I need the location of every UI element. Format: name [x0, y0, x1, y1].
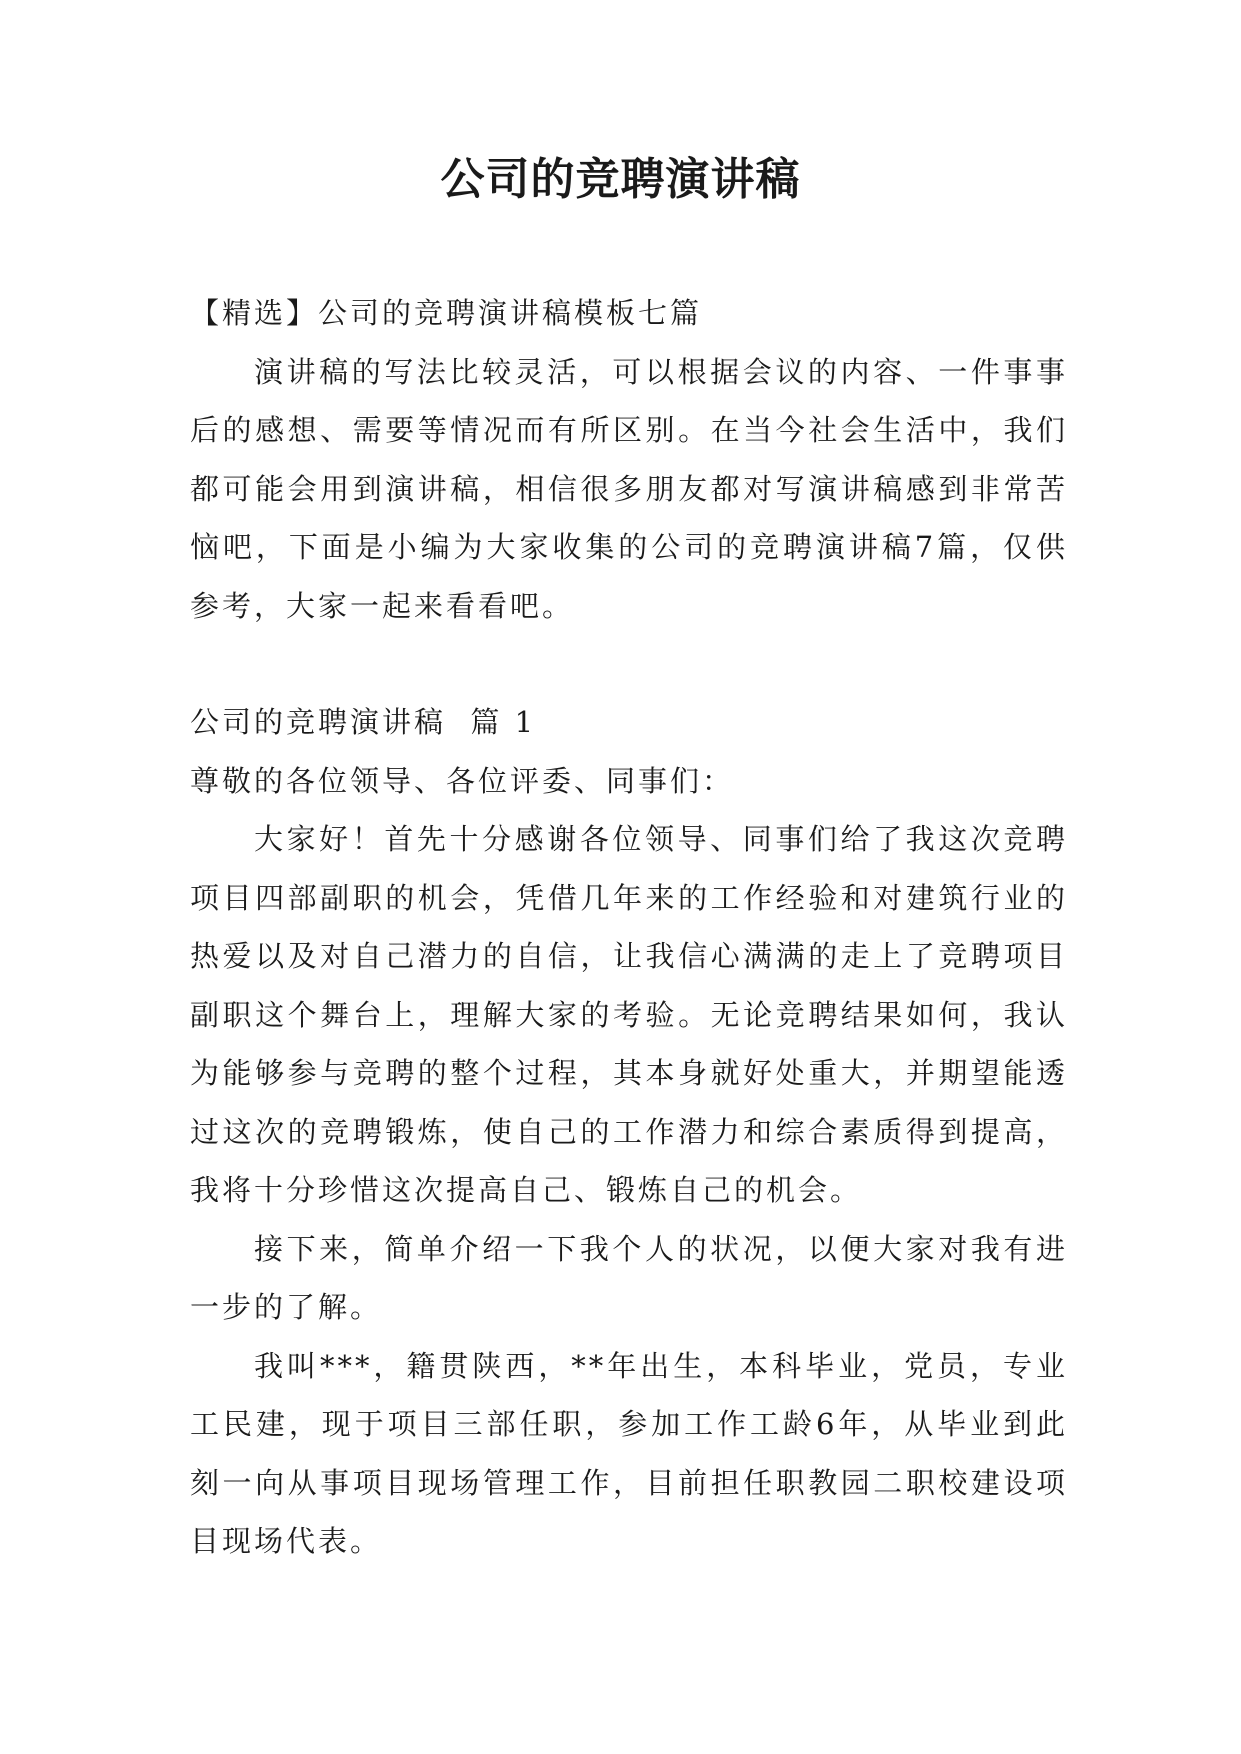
greeting: 尊敬的各位领导、各位评委、同事们： [190, 763, 735, 798]
section-spacer [190, 635, 1068, 693]
intro-paragraph: 演讲稿的写法比较灵活，可以根据会议的内容、一件事事后的感想、需要等情况而有所区别。在当今社会生活中，我们都可能会用到演讲稿，相信很多朋友都对写演讲稿感到非常苦恼吧，下面是小编为大家收集的公司的竞聘演讲稿7篇，仅供参考，大家一起来看看吧。 [190, 354, 1068, 623]
document-body [190, 284, 1068, 1571]
document-title: 公司的竞聘演讲稿 [440, 154, 801, 205]
body-paragraph: 接下来，简单介绍一下我个人的状况，以便大家对我有进一步的了解。 [190, 1231, 1068, 1324]
subtitle: 【精选】公司的竞聘演讲稿模板七篇 [190, 296, 703, 330]
section-heading: 公司的竞聘演讲稿 篇 1 [190, 705, 537, 739]
body-paragraph: 我叫***，籍贯陕西，**年出生，本科毕业，党员，专业工民建，现于项目三部任职，参加工作工龄6年，从毕业到此刻一向从事项目现场管理工作，目前担任职教园二职校建设项目现场代表。 [190, 1348, 1068, 1558]
body-paragraph: 大家好！首先十分感谢各位领导、同事们给了我这次竞聘项目四部副职的机会，凭借几年来的工作经验和对建筑行业的热爱以及对自己潜力的自信，让我信心满满的走上了竞聘项目副职这个舞台上，理解大家的考验。无论竞聘结果如何，我认为能够参与竞聘的整个过程，其本身就好处重大，并期望能透过这次的竞聘锻炼，使自己的工作潜力和综合素质得到提高，我将十分珍惜这次提高自己、锻炼自己的机会。 [190, 822, 1068, 1207]
